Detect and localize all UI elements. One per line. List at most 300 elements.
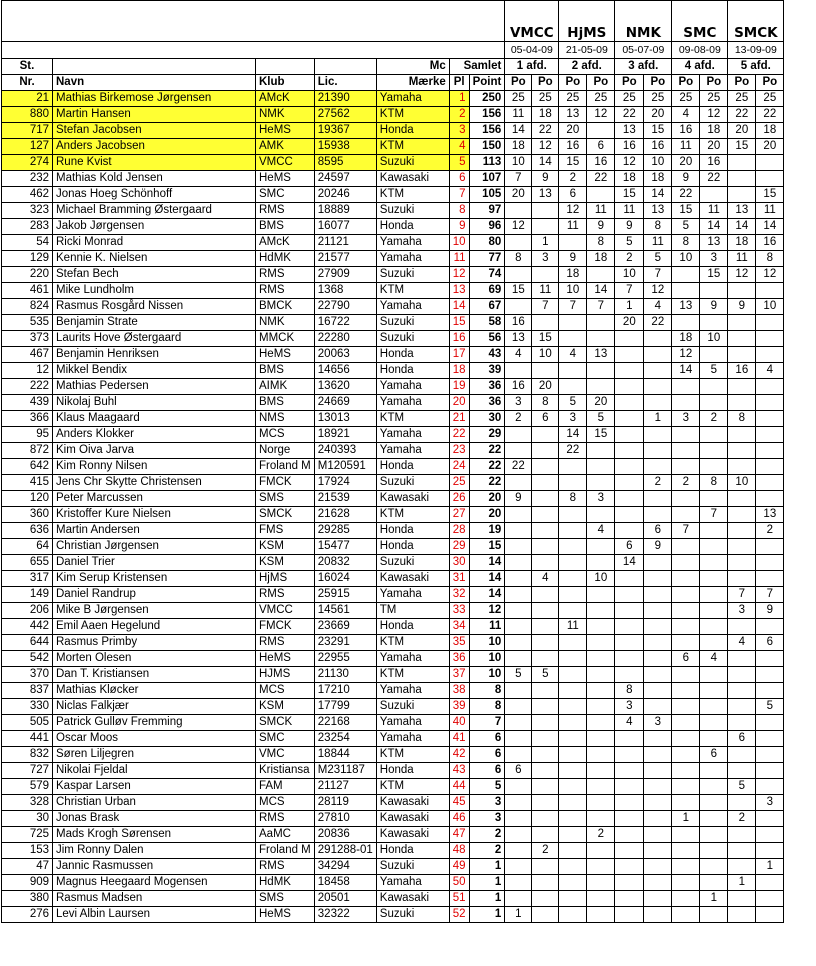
heat-score: 25 [672, 91, 700, 107]
rider-license: 14656 [314, 363, 376, 379]
rider-license: 20832 [314, 555, 376, 571]
heat-score [505, 875, 532, 891]
rider-number: 330 [2, 699, 53, 715]
heat-score: 9 [672, 171, 700, 187]
heat-score [728, 443, 756, 459]
rider-motorcycle: Suzuki [376, 267, 449, 283]
heat-score: 6 [672, 651, 700, 667]
table-row [2, 683, 784, 699]
heat-score [756, 827, 784, 843]
heat-score: 3 [700, 251, 728, 267]
rider-license: 17799 [314, 699, 376, 715]
heat-score: 10 [756, 299, 784, 315]
heat-score: 25 [532, 91, 559, 107]
heat-score [756, 395, 784, 411]
heat-score: 8 [559, 491, 587, 507]
heat-score: 11 [559, 219, 587, 235]
rider-place: 31 [449, 571, 469, 587]
heat-score [505, 203, 532, 219]
rider-motorcycle: KTM [376, 667, 449, 683]
rider-motorcycle: Honda [376, 843, 449, 859]
rider-number: 317 [2, 571, 53, 587]
rider-number: 461 [2, 283, 53, 299]
heat-score: 9 [587, 219, 615, 235]
heat-score [672, 283, 700, 299]
heat-score [672, 667, 700, 683]
col-header-po: Po [672, 75, 700, 91]
heat-score: 6 [587, 139, 615, 155]
event-club-1: VMCC [505, 1, 559, 42]
heat-score [587, 795, 615, 811]
heat-score [644, 603, 672, 619]
heat-score: 2 [644, 475, 672, 491]
rider-place: 9 [449, 219, 469, 235]
event-date-2: 21-05-09 [559, 42, 615, 59]
heat-score [700, 603, 728, 619]
heat-score: 8 [615, 683, 644, 699]
rider-number: 366 [2, 411, 53, 427]
rider-number: 54 [2, 235, 53, 251]
rider-club: HeMS [256, 171, 315, 187]
rider-place: 41 [449, 731, 469, 747]
heat-score [728, 859, 756, 875]
heat-score [728, 571, 756, 587]
rider-license: 23669 [314, 619, 376, 635]
rider-name: Jens Chr Skytte Christensen [53, 475, 256, 491]
table-row [2, 235, 784, 251]
heat-score [728, 523, 756, 539]
heat-score [700, 907, 728, 923]
heat-score: 5 [615, 235, 644, 251]
heat-score [559, 475, 587, 491]
heat-score: 20 [559, 123, 587, 139]
rider-total-points: 74 [469, 267, 505, 283]
rider-number: 824 [2, 299, 53, 315]
rider-name: Mathias Pedersen [53, 379, 256, 395]
rider-license: 13013 [314, 411, 376, 427]
heat-score [672, 683, 700, 699]
heat-score [700, 443, 728, 459]
heat-score [728, 827, 756, 843]
rider-license: 27909 [314, 267, 376, 283]
heat-score [644, 587, 672, 603]
heat-score: 22 [672, 187, 700, 203]
heat-score [672, 699, 700, 715]
table-row [2, 795, 784, 811]
heat-score [615, 395, 644, 411]
round-label-1: 1 afd. [505, 59, 559, 75]
heat-score [615, 891, 644, 907]
heat-score: 6 [756, 635, 784, 651]
rider-place: 50 [449, 875, 469, 891]
heat-score: 18 [756, 123, 784, 139]
heat-score [587, 507, 615, 523]
heat-score [615, 347, 644, 363]
table-row [2, 155, 784, 171]
header-row-labels-2 [2, 75, 784, 91]
rider-motorcycle: Kawasaki [376, 491, 449, 507]
rider-place: 3 [449, 123, 469, 139]
heat-score [559, 315, 587, 331]
rider-name: Klaus Maagaard [53, 411, 256, 427]
heat-score [532, 363, 559, 379]
heat-score [672, 891, 700, 907]
heat-score [532, 875, 559, 891]
rider-license: 22168 [314, 715, 376, 731]
heat-score [700, 283, 728, 299]
heat-score: 10 [700, 331, 728, 347]
heat-score: 14 [532, 155, 559, 171]
heat-score: 18 [728, 235, 756, 251]
rider-total-points: 107 [469, 171, 505, 187]
heat-score [644, 699, 672, 715]
heat-score: 16 [559, 139, 587, 155]
heat-score [644, 763, 672, 779]
heat-score: 7 [587, 299, 615, 315]
heat-score [532, 459, 559, 475]
table-row [2, 251, 784, 267]
rider-motorcycle: Kawasaki [376, 827, 449, 843]
rider-number: 30 [2, 811, 53, 827]
heat-score [587, 459, 615, 475]
rider-total-points: 43 [469, 347, 505, 363]
heat-score: 22 [700, 171, 728, 187]
heat-score: 8 [700, 475, 728, 491]
rider-place: 43 [449, 763, 469, 779]
rider-motorcycle: Honda [376, 363, 449, 379]
heat-score [559, 763, 587, 779]
rider-name: Mike Lundholm [53, 283, 256, 299]
heat-score [587, 315, 615, 331]
heat-score: 10 [532, 347, 559, 363]
heat-score [700, 715, 728, 731]
heat-score [615, 907, 644, 923]
heat-score: 5 [728, 779, 756, 795]
rider-club: SMS [256, 891, 315, 907]
heat-score: 14 [700, 219, 728, 235]
rider-name: Daniel Randrup [53, 587, 256, 603]
rider-license: 17924 [314, 475, 376, 491]
heat-score: 22 [587, 171, 615, 187]
rider-number: 283 [2, 219, 53, 235]
heat-score: 13 [756, 507, 784, 523]
heat-score: 5 [756, 699, 784, 715]
heat-score: 2 [587, 827, 615, 843]
rider-place: 35 [449, 635, 469, 651]
heat-score [559, 795, 587, 811]
table-row [2, 635, 784, 651]
heat-score [728, 331, 756, 347]
rider-club: VMCC [256, 603, 315, 619]
header-blank [2, 1, 505, 42]
rider-club: MCS [256, 427, 315, 443]
heat-score [700, 667, 728, 683]
rider-total-points: 10 [469, 651, 505, 667]
heat-score [728, 427, 756, 443]
rider-number: 47 [2, 859, 53, 875]
heat-score [728, 491, 756, 507]
rider-name: Martin Andersen [53, 523, 256, 539]
rider-license: 20836 [314, 827, 376, 843]
table-row [2, 443, 784, 459]
rider-number: 21 [2, 91, 53, 107]
table-row [2, 187, 784, 203]
heat-score: 16 [756, 235, 784, 251]
rider-total-points: 113 [469, 155, 505, 171]
heat-score: 13 [615, 123, 644, 139]
heat-score [756, 779, 784, 795]
rider-place: 7 [449, 187, 469, 203]
heat-score [700, 491, 728, 507]
rider-name: Laurits Hove Østergaard [53, 331, 256, 347]
heat-score [559, 363, 587, 379]
heat-score [615, 859, 644, 875]
rider-club: KSM [256, 539, 315, 555]
rider-name: Rune Kvist [53, 155, 256, 171]
header-blank-2 [2, 42, 505, 59]
rider-club: VMC [256, 747, 315, 763]
heat-score [700, 395, 728, 411]
heat-score [532, 603, 559, 619]
heat-score: 22 [615, 107, 644, 123]
heat-score [559, 891, 587, 907]
heat-score [672, 603, 700, 619]
rider-number: 222 [2, 379, 53, 395]
rider-place: 32 [449, 587, 469, 603]
heat-score [615, 507, 644, 523]
heat-score [615, 587, 644, 603]
heat-score: 8 [532, 395, 559, 411]
heat-score [505, 811, 532, 827]
rider-motorcycle: KTM [376, 187, 449, 203]
heat-score: 12 [587, 107, 615, 123]
heat-score [505, 827, 532, 843]
heat-score: 1 [532, 235, 559, 251]
heat-score [587, 603, 615, 619]
heat-score: 13 [559, 107, 587, 123]
heat-score [700, 315, 728, 331]
rider-motorcycle: Yamaha [376, 443, 449, 459]
heat-score [700, 763, 728, 779]
header-row-clubs [2, 1, 784, 42]
rider-total-points: 10 [469, 667, 505, 683]
heat-score: 14 [505, 123, 532, 139]
heat-score [728, 843, 756, 859]
rider-license: M231187 [314, 763, 376, 779]
heat-score [672, 539, 700, 555]
heat-score [644, 859, 672, 875]
rider-license: 16077 [314, 219, 376, 235]
heat-score [505, 587, 532, 603]
heat-score [587, 699, 615, 715]
heat-score [615, 619, 644, 635]
heat-score: 9 [505, 491, 532, 507]
heat-score [644, 459, 672, 475]
heat-score [644, 747, 672, 763]
rider-total-points: 14 [469, 587, 505, 603]
rider-total-points: 29 [469, 427, 505, 443]
table-row [2, 123, 784, 139]
rider-motorcycle: Yamaha [376, 299, 449, 315]
rider-name: Stefan Jacobsen [53, 123, 256, 139]
rider-motorcycle: KTM [376, 283, 449, 299]
heat-score [756, 811, 784, 827]
heat-score [587, 379, 615, 395]
rider-total-points: 14 [469, 571, 505, 587]
heat-score [728, 795, 756, 811]
heat-score [644, 379, 672, 395]
rider-number: 579 [2, 779, 53, 795]
heat-score [559, 859, 587, 875]
rider-motorcycle: Kawasaki [376, 171, 449, 187]
table-row [2, 875, 784, 891]
rider-motorcycle: Yamaha [376, 395, 449, 411]
heat-score: 14 [756, 219, 784, 235]
rider-name: Mathias Kløcker [53, 683, 256, 699]
col-header-nr: Nr. [2, 75, 53, 91]
rider-place: 49 [449, 859, 469, 875]
rider-license: 22790 [314, 299, 376, 315]
heat-score: 12 [615, 155, 644, 171]
heat-score: 15 [728, 139, 756, 155]
heat-score [532, 763, 559, 779]
table-row [2, 587, 784, 603]
heat-score [756, 571, 784, 587]
rider-club: FMS [256, 523, 315, 539]
heat-score [615, 651, 644, 667]
heat-score [615, 459, 644, 475]
heat-score [728, 619, 756, 635]
rider-club: SMS [256, 491, 315, 507]
rider-number: 220 [2, 267, 53, 283]
heat-score: 12 [756, 267, 784, 283]
rider-license: 34294 [314, 859, 376, 875]
rider-club: RMS [256, 587, 315, 603]
rider-number: 120 [2, 491, 53, 507]
heat-score: 4 [700, 651, 728, 667]
heat-score: 3 [559, 411, 587, 427]
heat-score [559, 907, 587, 923]
heat-score: 9 [615, 219, 644, 235]
heat-score: 22 [644, 315, 672, 331]
heat-score: 16 [505, 379, 532, 395]
heat-score [615, 731, 644, 747]
heat-score [672, 859, 700, 875]
heat-score [756, 907, 784, 923]
rider-motorcycle: Honda [376, 347, 449, 363]
heat-score [644, 907, 672, 923]
heat-score [587, 779, 615, 795]
rider-place: 38 [449, 683, 469, 699]
rider-name: Dan T. Kristiansen [53, 667, 256, 683]
rider-club: HeMS [256, 651, 315, 667]
heat-score [756, 283, 784, 299]
heat-score: 16 [587, 155, 615, 171]
heat-score [728, 347, 756, 363]
rider-name: Rasmus Primby [53, 635, 256, 651]
rider-club: MCS [256, 795, 315, 811]
rider-motorcycle: Yamaha [376, 683, 449, 699]
heat-score [756, 379, 784, 395]
rider-motorcycle: KTM [376, 779, 449, 795]
heat-score [644, 619, 672, 635]
rider-place: 52 [449, 907, 469, 923]
rider-club: AaMC [256, 827, 315, 843]
heat-score: 25 [615, 91, 644, 107]
heat-score [672, 747, 700, 763]
heat-score [505, 475, 532, 491]
heat-score [587, 859, 615, 875]
heat-score: 2 [756, 523, 784, 539]
table-row [2, 859, 784, 875]
rider-license: 14561 [314, 603, 376, 619]
heat-score [672, 827, 700, 843]
heat-score: 15 [615, 187, 644, 203]
heat-score: 7 [700, 507, 728, 523]
rider-place: 2 [449, 107, 469, 123]
rider-club: RMS [256, 267, 315, 283]
rider-number: 832 [2, 747, 53, 763]
col-header-navn: Navn [53, 75, 256, 91]
heat-score [505, 555, 532, 571]
heat-score: 25 [756, 91, 784, 107]
table-row [2, 619, 784, 635]
heat-score: 4 [672, 107, 700, 123]
table-row [2, 459, 784, 475]
event-date-4: 09-08-09 [672, 42, 728, 59]
heat-score [615, 475, 644, 491]
rider-name: Nikolai Fjeldal [53, 763, 256, 779]
heat-score [559, 571, 587, 587]
heat-score [756, 715, 784, 731]
table-row [2, 651, 784, 667]
rider-place: 23 [449, 443, 469, 459]
heat-score [728, 747, 756, 763]
rider-license: 291288-01 [314, 843, 376, 859]
rider-name: Mike B Jørgensen [53, 603, 256, 619]
heat-score: 7 [644, 267, 672, 283]
rider-club: FMCK [256, 619, 315, 635]
rider-license: 22955 [314, 651, 376, 667]
heat-score [559, 699, 587, 715]
heat-score: 13 [505, 331, 532, 347]
heat-score: 5 [644, 251, 672, 267]
rider-number: 442 [2, 619, 53, 635]
rider-place: 14 [449, 299, 469, 315]
heat-score [505, 731, 532, 747]
heat-score [672, 731, 700, 747]
heat-score: 4 [532, 571, 559, 587]
rider-license: M120591 [314, 459, 376, 475]
heat-score [587, 187, 615, 203]
table-row [2, 827, 784, 843]
heat-score: 5 [587, 411, 615, 427]
rider-club: SMCK [256, 715, 315, 731]
heat-score [532, 795, 559, 811]
rider-license: 32322 [314, 907, 376, 923]
rider-license: 28119 [314, 795, 376, 811]
event-club-4: SMC [672, 1, 728, 42]
rider-club: MCS [256, 683, 315, 699]
heat-score: 20 [756, 139, 784, 155]
rider-motorcycle: Yamaha [376, 379, 449, 395]
heat-score [700, 699, 728, 715]
rider-license: 16024 [314, 571, 376, 587]
rider-total-points: 69 [469, 283, 505, 299]
heat-score: 1 [644, 411, 672, 427]
heat-score [615, 411, 644, 427]
heat-score [559, 379, 587, 395]
